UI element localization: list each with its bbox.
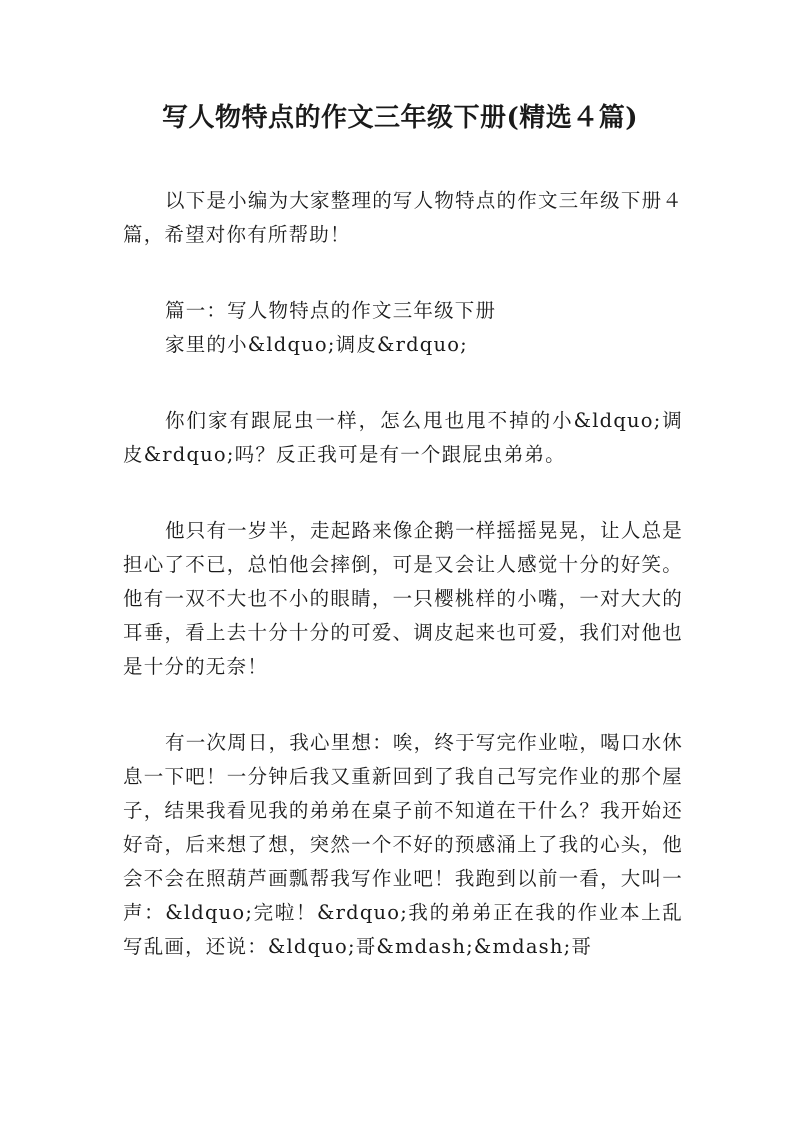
essay-title: 家里的小&ldquo;调皮&rdquo; (165, 333, 468, 356)
body-paragraph: 他只有一岁半，走起路来像企鹅一样摇摇晃晃，让人总是担心了不已，总怕他会摔倒，可是又会让人感觉十分的好笑。他有一双不大也不小的眼睛，一只樱桃样的小嘴，一对大大的耳垂，看上去十分十分的可爱、调皮起来也可爱，我们对他也是十分的无奈！ (123, 519, 683, 678)
document-title: 写人物特点的作文三年级下册(精选４篇) (161, 103, 639, 133)
intro-paragraph: 以下是小编为大家整理的写人物特点的作文三年级下册４篇，希望对你有所帮助！ (123, 189, 683, 246)
body-paragraph: 你们家有跟屁虫一样，怎么甩也甩不掉的小&ldquo;调皮&rdquo;吗？反正我可是有一个跟屁虫弟弟。 (123, 409, 683, 466)
section-heading: 篇一：写人物特点的作文三年级下册 (165, 299, 497, 322)
body-paragraph: 有一次周日，我心里想：唉，终于写完作业啦，喝口水休息一下吧！一分钟后我又重新回到了我自己写完作业的那个屋子，结果我看见我的弟弟在桌子前不知道在干什么？我开始还好奇，后来想了想，突然一个不好的预感涌上了我的心头，他会不会在照葫芦画瓢帮我写作业吧！我跑到以前一看，大叫一声：&ldquo;完啦！&rdquo;我的弟弟正在我的作业本上乱写乱画，还说：&ldquo;哥&mdash;&mdash;哥 (123, 731, 683, 958)
document-body (123, 184, 683, 1006)
